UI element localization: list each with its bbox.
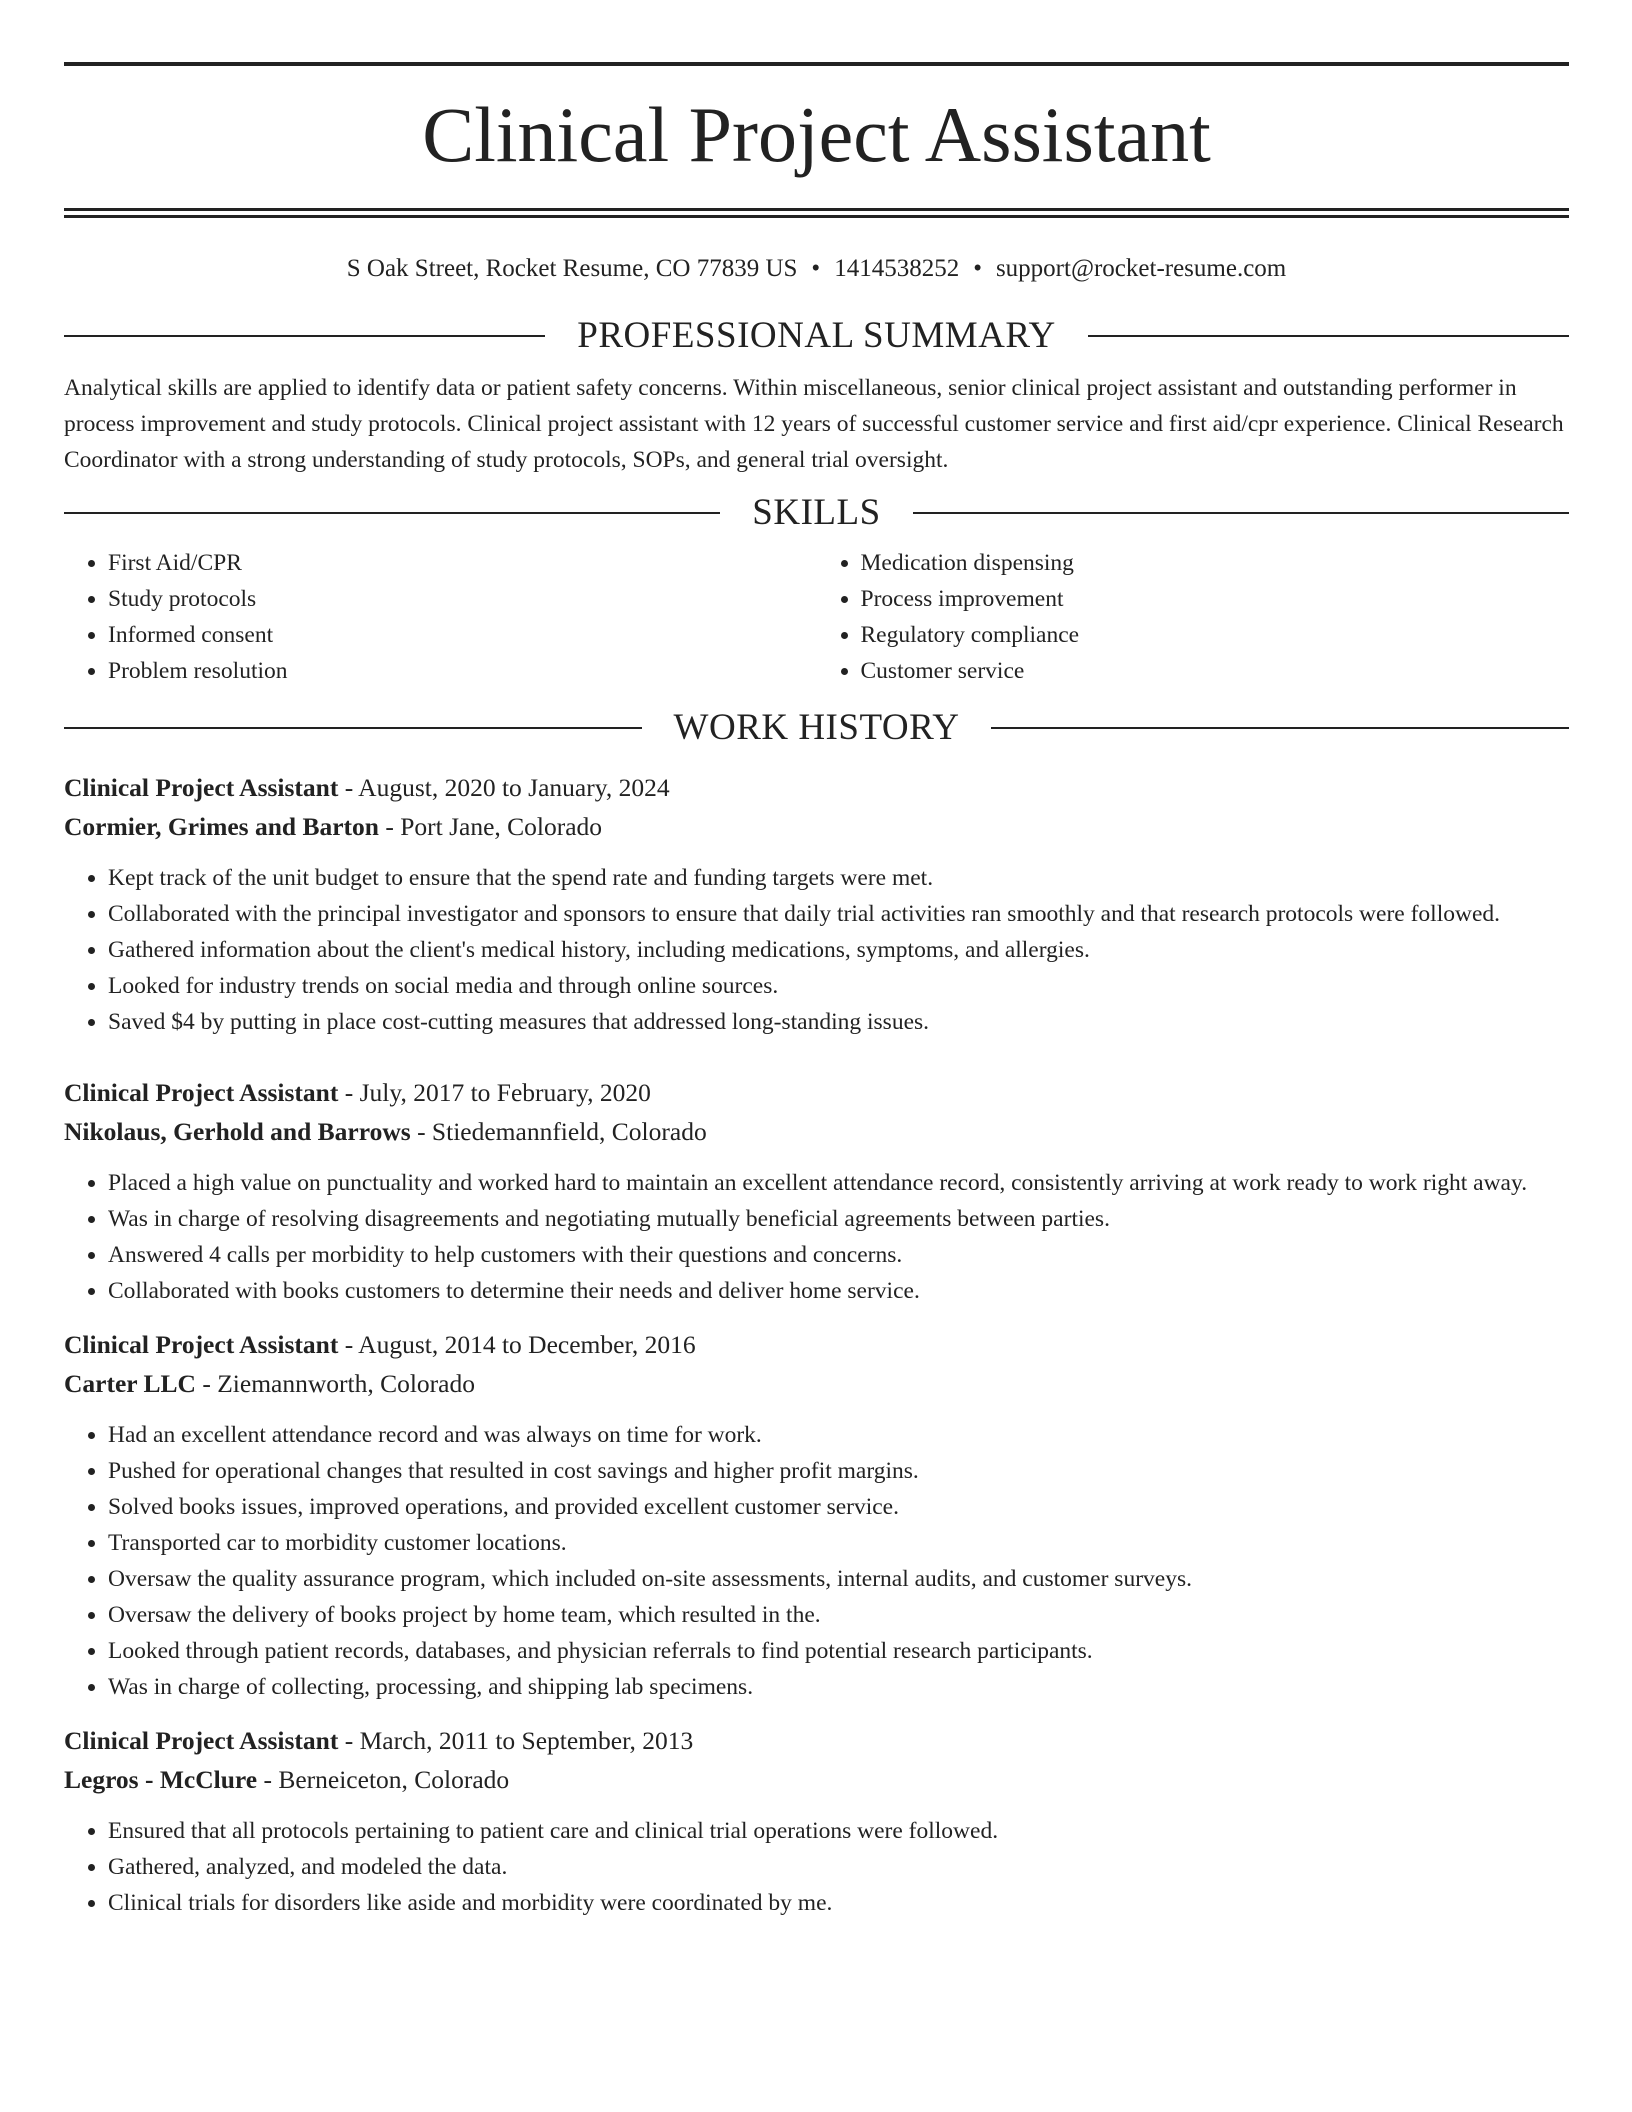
skills-list	[64, 545, 1569, 689]
skill-item: • Process improvement	[861, 581, 1570, 617]
job-bullet: • Collaborated with the principal investigator and sponsors to ensure that daily trial activities ran smoothly and that research protocols were followed.	[108, 896, 1569, 932]
job-dates: - August, 2020 to January, 2024	[338, 773, 670, 802]
skill-item: • Medication dispensing	[861, 545, 1570, 581]
job-bullet: • Looked for industry trends on social media and through online sources.	[108, 968, 1569, 1004]
resume-title: Clinical Project Assistant	[422, 91, 1211, 178]
resume-page	[64, 62, 1569, 1921]
job-company-line	[64, 807, 1569, 846]
contact-separator: •	[973, 255, 982, 282]
job-bullet: • Gathered information about the client's medical history, including medications, symptoms, and allergies.	[108, 932, 1569, 968]
job-title-line	[64, 1721, 1569, 1760]
job-bullet: • Solved books issues, improved operations, and provided excellent customer service.	[108, 1489, 1569, 1525]
job-bullet: • Transported car to morbidity customer locations.	[108, 1525, 1569, 1561]
job-bullet: • Oversaw the quality assurance program, which included on-site assessments, internal audits, and customer surveys.	[108, 1561, 1569, 1597]
heading-rule-left	[64, 512, 720, 514]
heading-rule-right	[991, 727, 1569, 729]
skills-column-right	[817, 545, 1570, 689]
job-company: Carter LLC	[64, 1369, 196, 1398]
job-bullet: • Answered 4 calls per morbidity to help customers with their questions and concerns.	[108, 1237, 1569, 1273]
job-entry	[64, 1325, 1569, 1705]
job-location: - Port Jane, Colorado	[378, 812, 603, 841]
heading-rule-left	[64, 335, 545, 337]
job-company-line	[64, 1364, 1569, 1403]
job-title-line	[64, 1073, 1569, 1112]
work-heading-label: WORK HISTORY	[673, 707, 960, 748]
contact-email[interactable]: support@rocket-resume.com	[995, 255, 1287, 282]
contact-line	[64, 254, 1569, 284]
job-bullets	[64, 1165, 1569, 1309]
job-title: Clinical Project Assistant	[64, 1330, 339, 1359]
heading-rule-right	[913, 512, 1569, 514]
job-location: - Stiedemannfield, Colorado	[410, 1117, 707, 1146]
skill-item: • Study protocols	[108, 581, 817, 617]
job-bullet: • Clinical trials for disorders like aside and morbidity were coordinated by me.	[108, 1885, 1569, 1921]
summary-text: Analytical skills are applied to identify data or patient safety concerns. Within miscellaneous, senior clinical project assistant and outstanding performer in process improvement and study protocols. Clinical project assistant with 12 years of successful customer service and first aid/cpr experience. Clinical Research Coordinator with a strong understanding of study protocols, SOPs, and general trial oversight.	[64, 375, 1564, 473]
title-double-rule	[64, 208, 1569, 218]
job-bullet: • Ensured that all protocols pertaining to patient care and clinical trial operations were followed.	[108, 1813, 1569, 1849]
job-bullets	[64, 860, 1569, 1040]
job-bullet: • Had an excellent attendance record and was always on time for work.	[108, 1417, 1569, 1453]
job-entry	[64, 768, 1569, 1040]
job-location: - Ziemannworth, Colorado	[195, 1369, 475, 1398]
job-bullets	[64, 1813, 1569, 1921]
skill-item: • Regulatory compliance	[861, 617, 1570, 653]
work-heading	[64, 706, 1569, 750]
job-company-line	[64, 1112, 1569, 1151]
contact-address: S Oak Street, Rocket Resume, CO 77839 US	[346, 255, 798, 282]
job-company: Nikolaus, Gerhold and Barrows	[64, 1117, 411, 1146]
job-bullet: • Was in charge of resolving disagreements and negotiating mutually beneficial agreements between parties.	[108, 1201, 1569, 1237]
job-entry	[64, 1721, 1569, 1921]
job-company-line	[64, 1760, 1569, 1799]
job-title-line	[64, 1325, 1569, 1364]
job-bullet: • Was in charge of collecting, processing, and shipping lab specimens.	[108, 1669, 1569, 1705]
skill-item: • First Aid/CPR	[108, 545, 817, 581]
skills-column-left	[64, 545, 817, 689]
job-dates: - March, 2011 to September, 2013	[338, 1726, 694, 1755]
job-bullet: • Placed a high value on punctuality and worked hard to maintain an excellent attendance record, consistently arriving at work ready to work right away.	[108, 1165, 1569, 1201]
summary-heading	[64, 314, 1569, 358]
job-title: Clinical Project Assistant	[64, 1726, 339, 1755]
summary-heading-label: PROFESSIONAL SUMMARY	[577, 315, 1056, 356]
job-bullets	[64, 1417, 1569, 1705]
skills-heading	[64, 491, 1569, 535]
job-bullet: • Pushed for operational changes that resulted in cost savings and higher profit margins.	[108, 1453, 1569, 1489]
job-bullet: • Kept track of the unit budget to ensure that the spend rate and funding targets were met.	[108, 860, 1569, 896]
skill-item: • Customer service	[861, 653, 1570, 689]
contact-phone: 1414538252	[834, 255, 960, 282]
skills-heading-label: SKILLS	[752, 492, 881, 533]
job-title: Clinical Project Assistant	[64, 773, 339, 802]
contact-separator: •	[811, 255, 821, 282]
skill-item: • Problem resolution	[108, 653, 817, 689]
job-company: Cormier, Grimes and Barton	[64, 812, 379, 841]
job-dates: - July, 2017 to February, 2020	[338, 1078, 651, 1107]
job-bullet: • Looked through patient records, databases, and physician referrals to find potential research participants.	[108, 1633, 1569, 1669]
job-bullet: • Oversaw the delivery of books project by home team, which resulted in the.	[108, 1597, 1569, 1633]
job-title-line	[64, 768, 1569, 807]
job-bullet: • Gathered, analyzed, and modeled the data.	[108, 1849, 1569, 1885]
heading-rule-left	[64, 727, 642, 729]
job-bullet: • Collaborated with books customers to determine their needs and deliver home service.	[108, 1273, 1569, 1309]
top-rule	[64, 62, 1569, 66]
job-location: - Berneiceton, Colorado	[257, 1765, 510, 1794]
job-entry	[64, 1073, 1569, 1309]
skill-item: • Informed consent	[108, 617, 817, 653]
heading-rule-right	[1088, 335, 1569, 337]
job-title: Clinical Project Assistant	[64, 1078, 339, 1107]
job-company: Legros - McClure	[64, 1765, 258, 1794]
job-bullet: • Saved $4 by putting in place cost-cutting measures that addressed long-standing issues.	[108, 1004, 1569, 1040]
job-dates: - August, 2014 to December, 2016	[338, 1330, 696, 1359]
